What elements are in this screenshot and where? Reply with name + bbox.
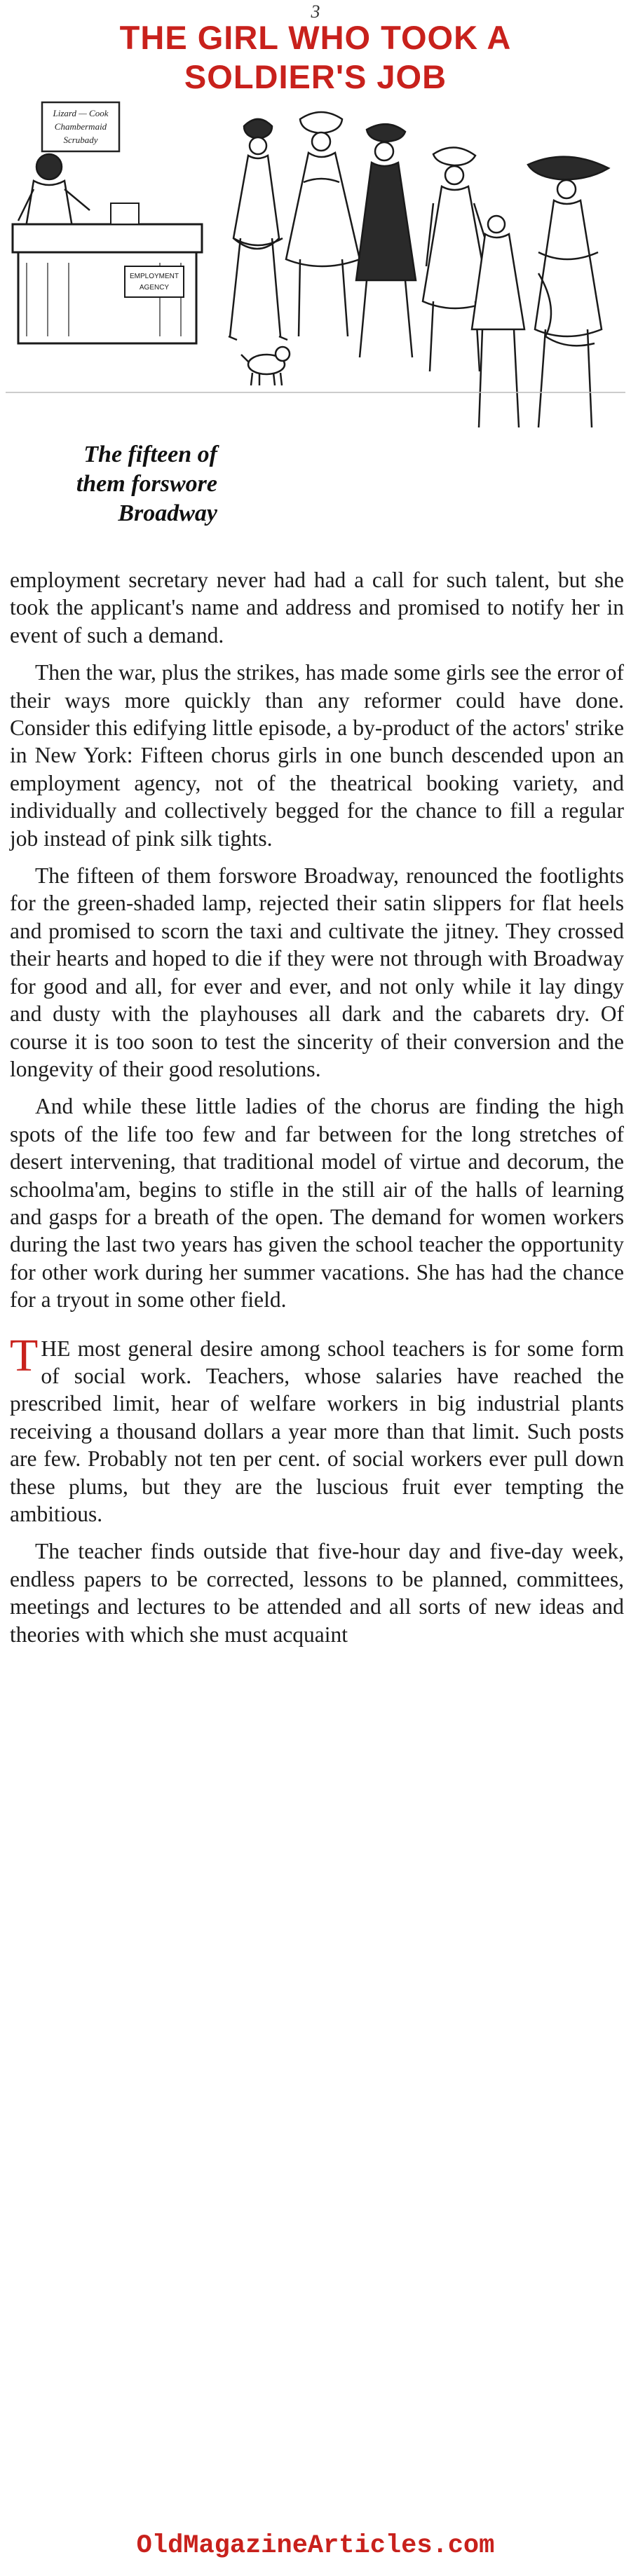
caption-line-2: them forswore: [76, 471, 217, 497]
chorus-girl-4: [423, 147, 489, 371]
desk-sign-line-2: AGENCY: [139, 284, 170, 292]
paragraph-6: The teacher finds outside that five-hour day and five-day week, endless papers to be corrected, lessons to be planned, committees, meetings and lectures to be attended and all sorts of new ideas and theories with which she must acquaint: [10, 1539, 624, 1647]
paragraph-1: employment secretary never had had a call for such talent, but she took the applicant's name and address and promised to notify her in event of such a demand.: [10, 568, 624, 648]
sign-line-2: Chambermaid: [54, 121, 107, 132]
small-dog: [241, 347, 290, 385]
sign-line-3: Scrubady: [63, 135, 98, 145]
chorus-girl-1: [229, 119, 287, 340]
wall-sign: [42, 102, 119, 151]
chorus-girl-2: [286, 112, 360, 336]
chorus-girl-5: [528, 157, 609, 427]
headline-line-2: SOLDIER'S JOB: [184, 58, 447, 95]
page-number: 3: [311, 1, 320, 22]
footer-credit[interactable]: OldMagazineArticles.com: [136, 2531, 495, 2561]
caption-line-1: The fifteen of: [83, 441, 217, 467]
caption-line-3: Broadway: [118, 500, 217, 526]
desk-sign-line-1: EMPLOYMENT: [129, 273, 179, 280]
drop-cap: T: [10, 1329, 39, 1381]
paragraph-5-text: HE most general desire among school teachers is for some form of social work. Teachers, whose salaries have reached the prescribed limit, hear of welfare workers in big industrial plants receiving a thousand dollars a year more than that limit. Such posts are few. Probably not ten per cent. of social workers ever pull down these plums, but they are the luscious fruit ever tempting the ambitious.: [10, 1336, 624, 1526]
headline-line-1: THE GIRL WHO TOOK A: [119, 19, 512, 56]
paragraph-2: Then the war, plus the strikes, has made some girls see the error of their ways more quickly than any reformer could have done. Consider this edifying little episode, a by-product of the actors' strike in New York: Fifteen chorus girls in one bunch descended upon an employment agency, not of the theatrical booking variety, and individually and collectively begged for the chance to fill a regular job instead of pink silk tights.: [10, 660, 624, 851]
chorus-girl-3: [356, 124, 416, 357]
agency-desk: [13, 203, 202, 343]
paragraph-3: The fifteen of them forswore Broadway, renounced the footlights for the green-shaded lamp, rejected their satin slippers for flat heels and promised to scorn the taxi and cultivate the jitney. They crossed their hearts and hoped to die if they were not through with Broadway for good and all, for ever and ever, and not only while it lay dingy and dusty with the playhouses all dark and the cabarets dry. Of course it is too soon to test the sincerity of their conversion and the longevity of their good resolutions.: [10, 863, 624, 1081]
paragraph-5: [10, 1329, 624, 1528]
article-body: [10, 566, 624, 1658]
article-headline: [0, 18, 631, 97]
paragraph-4: And while these little ladies of the chorus are finding the high spots of the life too few and far between for the long stretches of desert intervening, that traditional model of virtue and decorum, the schoolma'am, begins to stifle in the still air of the halls of learning and gasps for a breath of the open. The demand for women workers during the last two years has given the school teacher the opportunity for other work during her summer vacations. She has had the chance for a tryout in some other field.: [10, 1094, 624, 1313]
illustration-caption: [7, 440, 217, 528]
secretary-figure: [18, 154, 90, 231]
sign-line-1: Lizard — Cook: [53, 108, 109, 118]
